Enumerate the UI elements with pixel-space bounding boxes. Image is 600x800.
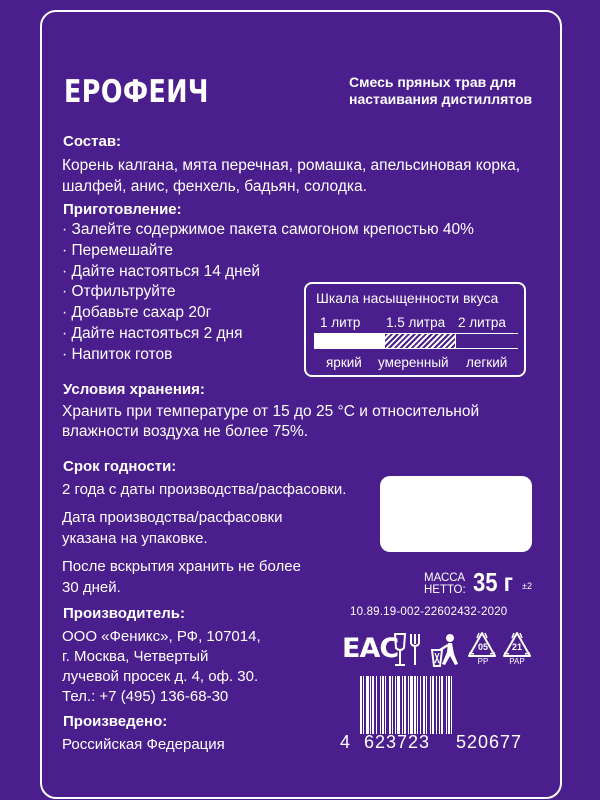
producer-title: Производитель: bbox=[63, 605, 185, 622]
recycle-pp-code: 05 bbox=[477, 642, 488, 652]
batch-date-box bbox=[380, 476, 532, 552]
certificate-number: 10.89.19-002-22602432-2020 bbox=[350, 606, 508, 618]
barcode-digits-right: 520677 bbox=[456, 732, 523, 752]
origin-country: Российская Федерация bbox=[62, 736, 225, 753]
recycle-pap-code: 21 bbox=[511, 642, 522, 652]
shelf-life-line: 30 дней. bbox=[62, 579, 121, 596]
storage-line: Хранить при температуре от 15 до 25 °С и относительной bbox=[62, 403, 480, 420]
brand-title: ЕРОФЕИЧ bbox=[64, 74, 209, 110]
producer-line: г. Москва, Четвертый bbox=[62, 648, 209, 665]
tidyman-icon bbox=[428, 632, 464, 670]
shelf-life-line: 2 года с даты производства/расфасовки. bbox=[62, 481, 347, 498]
composition-title: Состав: bbox=[63, 133, 122, 150]
barcode bbox=[338, 676, 536, 734]
preparation-step: · Перемешайте bbox=[62, 241, 474, 262]
scale-segment-light bbox=[455, 334, 518, 348]
scale-mark: 1.5 литра bbox=[386, 315, 446, 330]
net-mass-label-line: НЕТТО: bbox=[424, 584, 466, 596]
producer-line: лучевой просек д. 4, оф. 30. bbox=[62, 668, 259, 685]
storage-line: влажности воздуха не более 75%. bbox=[62, 423, 309, 440]
preparation-step: · Дайте настояться 14 дней bbox=[62, 262, 474, 283]
producer-line: ООО «Феникс», РФ, 107014, bbox=[62, 628, 261, 645]
preparation-step: · Добавьте сахар 20г bbox=[62, 303, 474, 324]
taste-scale bbox=[304, 282, 526, 377]
product-subtitle: Смесь пряных трав для настаивания дистиллятов bbox=[349, 74, 533, 107]
composition-line: шалфей, анис, фенхель, бадьян, солодка. bbox=[62, 178, 367, 195]
storage-title: Условия хранения: bbox=[63, 381, 205, 398]
taste-scale-title: Шкала насыщенности вкуса bbox=[316, 290, 499, 306]
eac-mark-icon: ЕАС bbox=[342, 633, 399, 664]
barcode-digit: 4 bbox=[340, 732, 352, 752]
preparation-step: · Залейте содержимое пакета самогоном крепостью 40% bbox=[62, 220, 474, 241]
preparation-step: · Отфильтруйте bbox=[62, 282, 474, 303]
net-mass-label-line: МАССА bbox=[424, 572, 466, 584]
recycle-pap-label: PAP bbox=[509, 657, 525, 666]
net-mass-tolerance: ±2 bbox=[522, 581, 532, 591]
shelf-life-line: указана на упаковке. bbox=[62, 530, 208, 547]
scale-mark: 2 литра bbox=[458, 315, 506, 330]
food-contact-icon bbox=[392, 632, 422, 668]
composition-line: Корень калгана, мята перечная, ромашка, апельсиновая корка, bbox=[62, 157, 521, 174]
scale-segment-moderate bbox=[385, 334, 455, 348]
origin-title: Произведено: bbox=[63, 713, 168, 730]
scale-label: легкий bbox=[466, 355, 508, 370]
taste-scale-bar bbox=[314, 333, 518, 349]
shelf-life-line: После вскрытия хранить не более bbox=[62, 558, 301, 575]
producer-line: Тел.: +7 (495) 136-68-30 bbox=[62, 688, 229, 705]
preparation-title: Приготовление: bbox=[63, 201, 182, 218]
scale-label: умеренный bbox=[378, 355, 449, 370]
shelf-life-title: Срок годности: bbox=[63, 458, 177, 475]
scale-mark: 1 литр bbox=[320, 315, 361, 330]
scale-label: яркий bbox=[326, 355, 362, 370]
net-mass-value: 35 г bbox=[473, 567, 513, 597]
preparation-step: · Напиток готов bbox=[62, 345, 474, 366]
preparation-step: · Дайте настояться 2 дня bbox=[62, 324, 474, 345]
barcode-digits-left: 623723 bbox=[364, 732, 431, 752]
recycle-pp-label: PP bbox=[477, 657, 489, 666]
shelf-life-line: Дата производства/расфасовки bbox=[62, 509, 283, 526]
net-mass-label bbox=[424, 572, 466, 596]
